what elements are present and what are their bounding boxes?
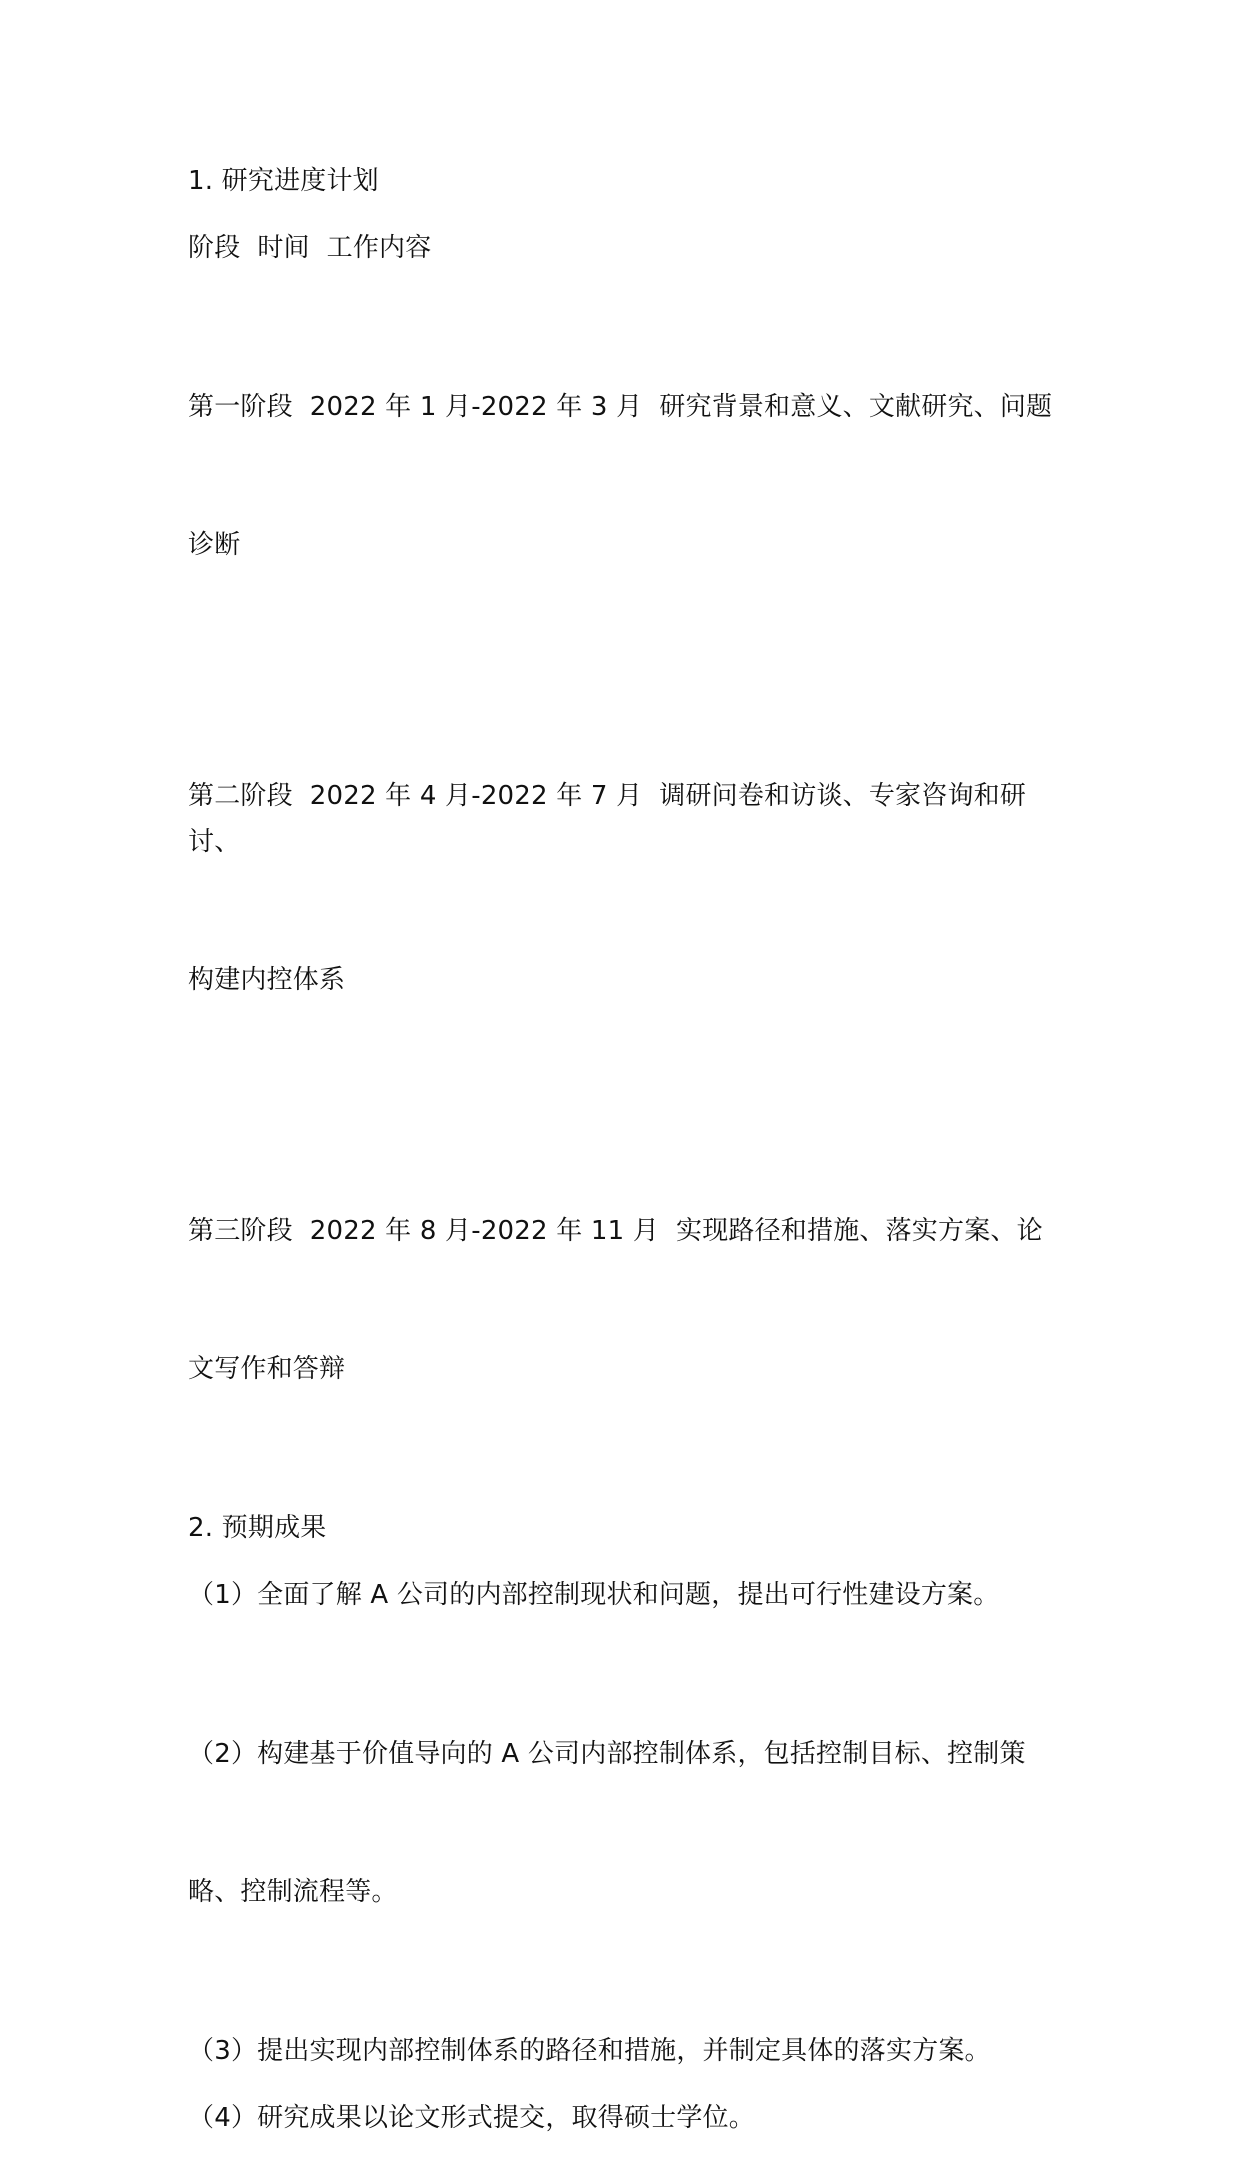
phase-three-line-1: 第三阶段 2022 年 8 月-2022 年 11 月 实现路径和措施、落实方案、论 xyxy=(188,1216,1043,1246)
phase-three-line-2: 文写作和答辩 xyxy=(188,1354,346,1384)
phase-two-line-1: 第二阶段 2022 年 4 月-2022 年 7 月 调研问卷和访谈、专家咨询和研讨、 xyxy=(188,781,1027,857)
phase-three-block xyxy=(188,1116,1068,1484)
phase-one-block xyxy=(188,292,1068,660)
expected-result-2-block xyxy=(188,1639,1068,2007)
phase-one-line-2: 诊断 xyxy=(188,530,241,560)
expected-result-3: （3）提出实现内部控制体系的路径和措施，并制定具体的落实方案。 xyxy=(188,2036,991,2066)
document-content xyxy=(188,158,1068,2162)
expected-result-1: （1）全面了解 A 公司的内部控制现状和问题，提出可行性建设方案。 xyxy=(188,1580,1000,1610)
expected-result-2-line-1: （2）构建基于价值导向的 A 公司内部控制体系，包括控制目标、控制策 xyxy=(188,1739,1026,1769)
expected-result-4: （4）研究成果以论文形式提交，取得硕士学位。 xyxy=(188,2103,755,2133)
schedule-table-header: 阶段 时间 工作内容 xyxy=(188,233,432,263)
phase-two-block xyxy=(188,681,1068,1095)
section-title-expected-results: 2. 预期成果 xyxy=(188,1513,327,1543)
phase-two-line-2: 构建内控体系 xyxy=(188,965,346,995)
section-title-progress-plan: 1. 研究进度计划 xyxy=(188,166,379,196)
phase-one-line-1: 第一阶段 2022 年 1 月-2022 年 3 月 研究背景和意义、文献研究、问题 xyxy=(188,392,1053,422)
expected-result-2-line-2: 略、控制流程等。 xyxy=(188,1877,398,1907)
